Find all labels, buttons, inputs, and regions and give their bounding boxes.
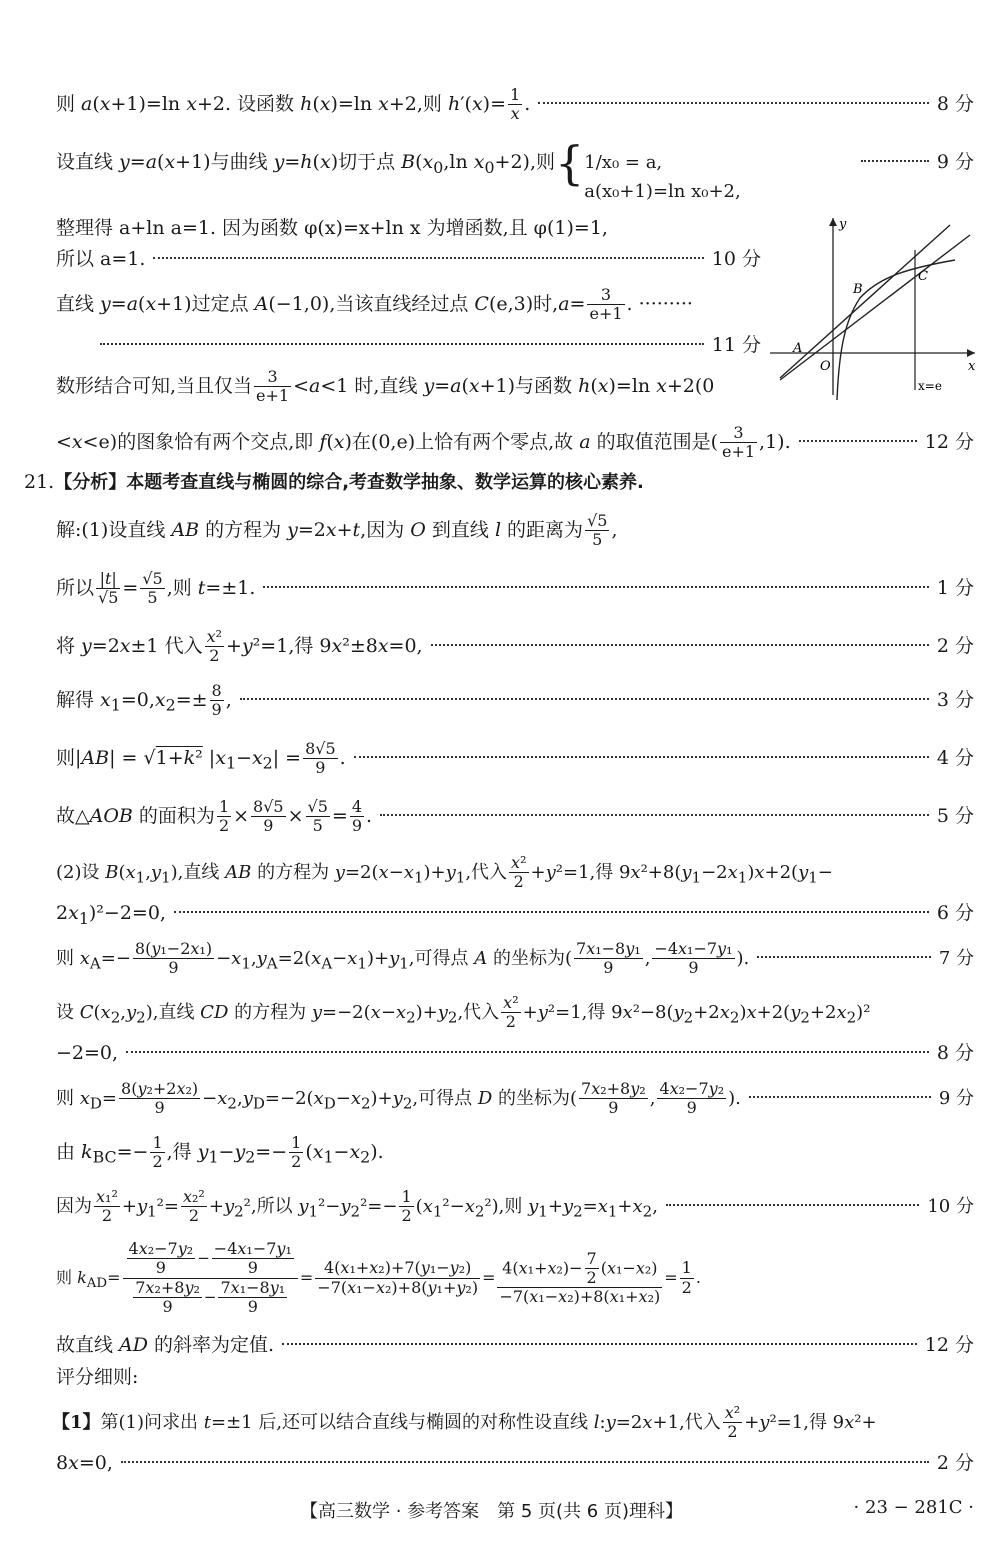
line-through-A-C <box>780 225 950 378</box>
sol-14: 因为 $\frac{\text{x₁²}}{2}$ $+y_1^2=$ $\frac{\text{x₂²}}{2}$ $+y_2^2$,所以 $y_1^2-y_2^2=-$ $\frac{1}{2}$ $(x_1^2-x_2^2)$,则 $y_1+y_2=x_1+x_2$, 10 分 <box>56 1187 974 1226</box>
sol-12: 则 $x_D=$ $\frac{\text{8(y₂+2x₂)}}{9}$ $-x_2,y_D=-2(x_D-x_2)+y_2$,可得点 D 的坐标为( $\frac{\text{7x₂+8y₂}}{9}$ , $\frac{\text{4x₂−7y₂}}{9}$ ). 9 分 <box>56 1079 974 1118</box>
label-B: B <box>853 282 863 297</box>
line-6: 数形结合可知,当且仅当 $\frac{3}{e+1}$ <a<1 时,直线 y=a(x+1)与函数 h(x)=ln x+2(0 <box>56 367 715 406</box>
sol-2: 所以 $\frac{|t|}{√5}$ = $\frac{√5}{5}$ ,则 t=±1. 1 分 <box>56 569 974 608</box>
line-3: 整理得 a+ln a=1. 因为函数 φ(x)=x+ln x 为增函数,且 φ(1)=1, <box>56 217 608 239</box>
score: 8 分 <box>936 92 974 115</box>
sol-18: 【1】第(1)问求出 t=±1 后,还可以结合直线与椭圆的对称性设直线 l:y=2x+1,代入 $\frac{\text{x²}}{2}$ +y²=1,得 9x²+ <box>52 1403 877 1442</box>
sol-6: 故△AOB 的面积为 $\frac{1}{2}$ × $\frac{8√5}{9}$ × $\frac{√5}{5}$ = $\frac{4}{9}$ . 5 分 <box>56 797 974 836</box>
x-label: x <box>968 359 976 374</box>
sol-17: 评分细则: <box>56 1366 139 1388</box>
y-label: y <box>839 217 847 232</box>
label-O: O <box>820 359 831 374</box>
sol-7: (2)设 $B(x_1,y_1)$,直线 AB 的方程为 $y=2(x-x_1)+y_1$,代入 $\frac{\text{x²}}{2}$ +y²=1,得 $9x^2+8(y_1-2x_1)x+2(y_1-$ <box>56 853 833 892</box>
sol-1: 解:(1)设直线 AB 的方程为 y=2x+t,因为 O 到直线 l 的距离为 $\frac{√5}{5}$ , <box>56 511 618 550</box>
score: 9 分 <box>936 151 974 173</box>
sol-19: 8x=0, 2 分 <box>56 1452 974 1474</box>
line-5b: 11 分 <box>100 330 761 357</box>
line-2: 设直线 y=a(x+1)与曲线 y=h(x)切于点 $B(x_0,\ln$ $x_0+2$),则{ 1/x₀ = a, a(x₀+1)=ln x₀+2, 9 分 <box>56 140 974 207</box>
label-A: A <box>793 341 803 356</box>
footer-center: 【高三数学 · 参考答案 第 5 页(共 6 页)理科】 <box>300 1501 683 1522</box>
line-1: 则 a(x+1)=ln x+2. 设函数 h(x)=ln x+2,则 h′(x)= $\frac{1}{x}$ . 8 分 <box>56 85 974 124</box>
label-C: C <box>918 269 928 284</box>
line-4: 所以 a=1. 10 分 <box>56 248 761 270</box>
line-5: 直线 y=a(x+1)过定点 A(−1,0),当该直线经过点 C(e,3)时,a= $\frac{3}{e+1}$ . ········· <box>56 285 693 324</box>
tangent-line <box>780 235 970 380</box>
system-eq-2: a(x₀+1)=ln x₀+2, <box>584 180 741 202</box>
label-xe: x=e <box>918 379 942 393</box>
sol-3: 将 y=2x±1 代入 $\frac{\text{x²}}{2}$ +y²=1,得 9x²±8x=0, 2 分 <box>56 627 974 666</box>
line-7: <x<e)的图象恰有两个交点,即 f(x)在(0,e)上恰有两个零点,故 a 的取值范围是( $\frac{3}{e+1}$ ,1). 12 分 <box>56 423 974 462</box>
graph-figure <box>765 210 980 400</box>
sol-10: 设 $C(x_2,y_2)$,直线 CD 的方程为 $y=-2(x-x_2)+y_2$,代入 $\frac{\text{x²}}{2}$ +y²=1,得 $9x^2-8(y_2+2x_2)x+2(y_2+2x_2)^2$ <box>56 993 871 1032</box>
sol-5: 则|AB| = √1+k² $|x_1-x_2|$ = $\frac{8√5}{9}$ . 4 分 <box>56 739 974 778</box>
system-eq-1: 1/x₀ = a, <box>584 152 663 173</box>
sol-4: 解得 $x_1=0,x_2=\pm$ $\frac{8}{9}$ , 3 分 <box>56 681 974 720</box>
sol-16: 故直线 AD 的斜率为定值. 12 分 <box>56 1334 974 1356</box>
q21-heading: 21.【分析】本题考查直线与椭圆的综合,考查数学抽象、数学运算的核心素养. <box>24 471 644 493</box>
sol-13: 由 $k_{BC}=-$ $\frac{1}{2}$ ,得 $y_1-y_2=-$ $\frac{1}{2}$ $(x_1-x_2)$. <box>56 1133 384 1172</box>
sol-9: 则 $x_A=-$ $\frac{\text{8(y₁−2x₁)}}{9}$ $-x_1,y_A=2(x_A-x_1)+y_1$,可得点 A 的坐标为( $\frac{\text{7x₁−8y₁}}{9}$ , $\frac{\text{−4x₁−7y₁}}{9}$ ). 7 分 <box>56 939 974 978</box>
footer-right: · 23 − 281C · <box>853 1497 974 1518</box>
sol-8: $2x_1)^2-2=0$, 6 分 <box>56 902 974 928</box>
sol-11: −2=0, 8 分 <box>56 1042 974 1064</box>
sol-15: 则 $k_{AD}=$ $\frac{\text{4x₂−7y₂}}{9}$ − $\frac{\text{−4x₁−7y₁}}{9}$ $\frac{\text{7x₂+8y₂}}{9}$ − $\frac{\text{7x₁−8y₁}}{9}$ = $\frac{\text{4(x₁+x₂)+7(y₁−y₂)}}{\text{−7(x₁−x₂)+8(y₁+y₂)}}$ = 4(x₁+x₂)− $\frac{7}{2}$ (x₁−x₂) −7(x₁−x₂)+8(x₁+x₂) = $\frac{1}{2}$ . <box>56 1239 701 1317</box>
